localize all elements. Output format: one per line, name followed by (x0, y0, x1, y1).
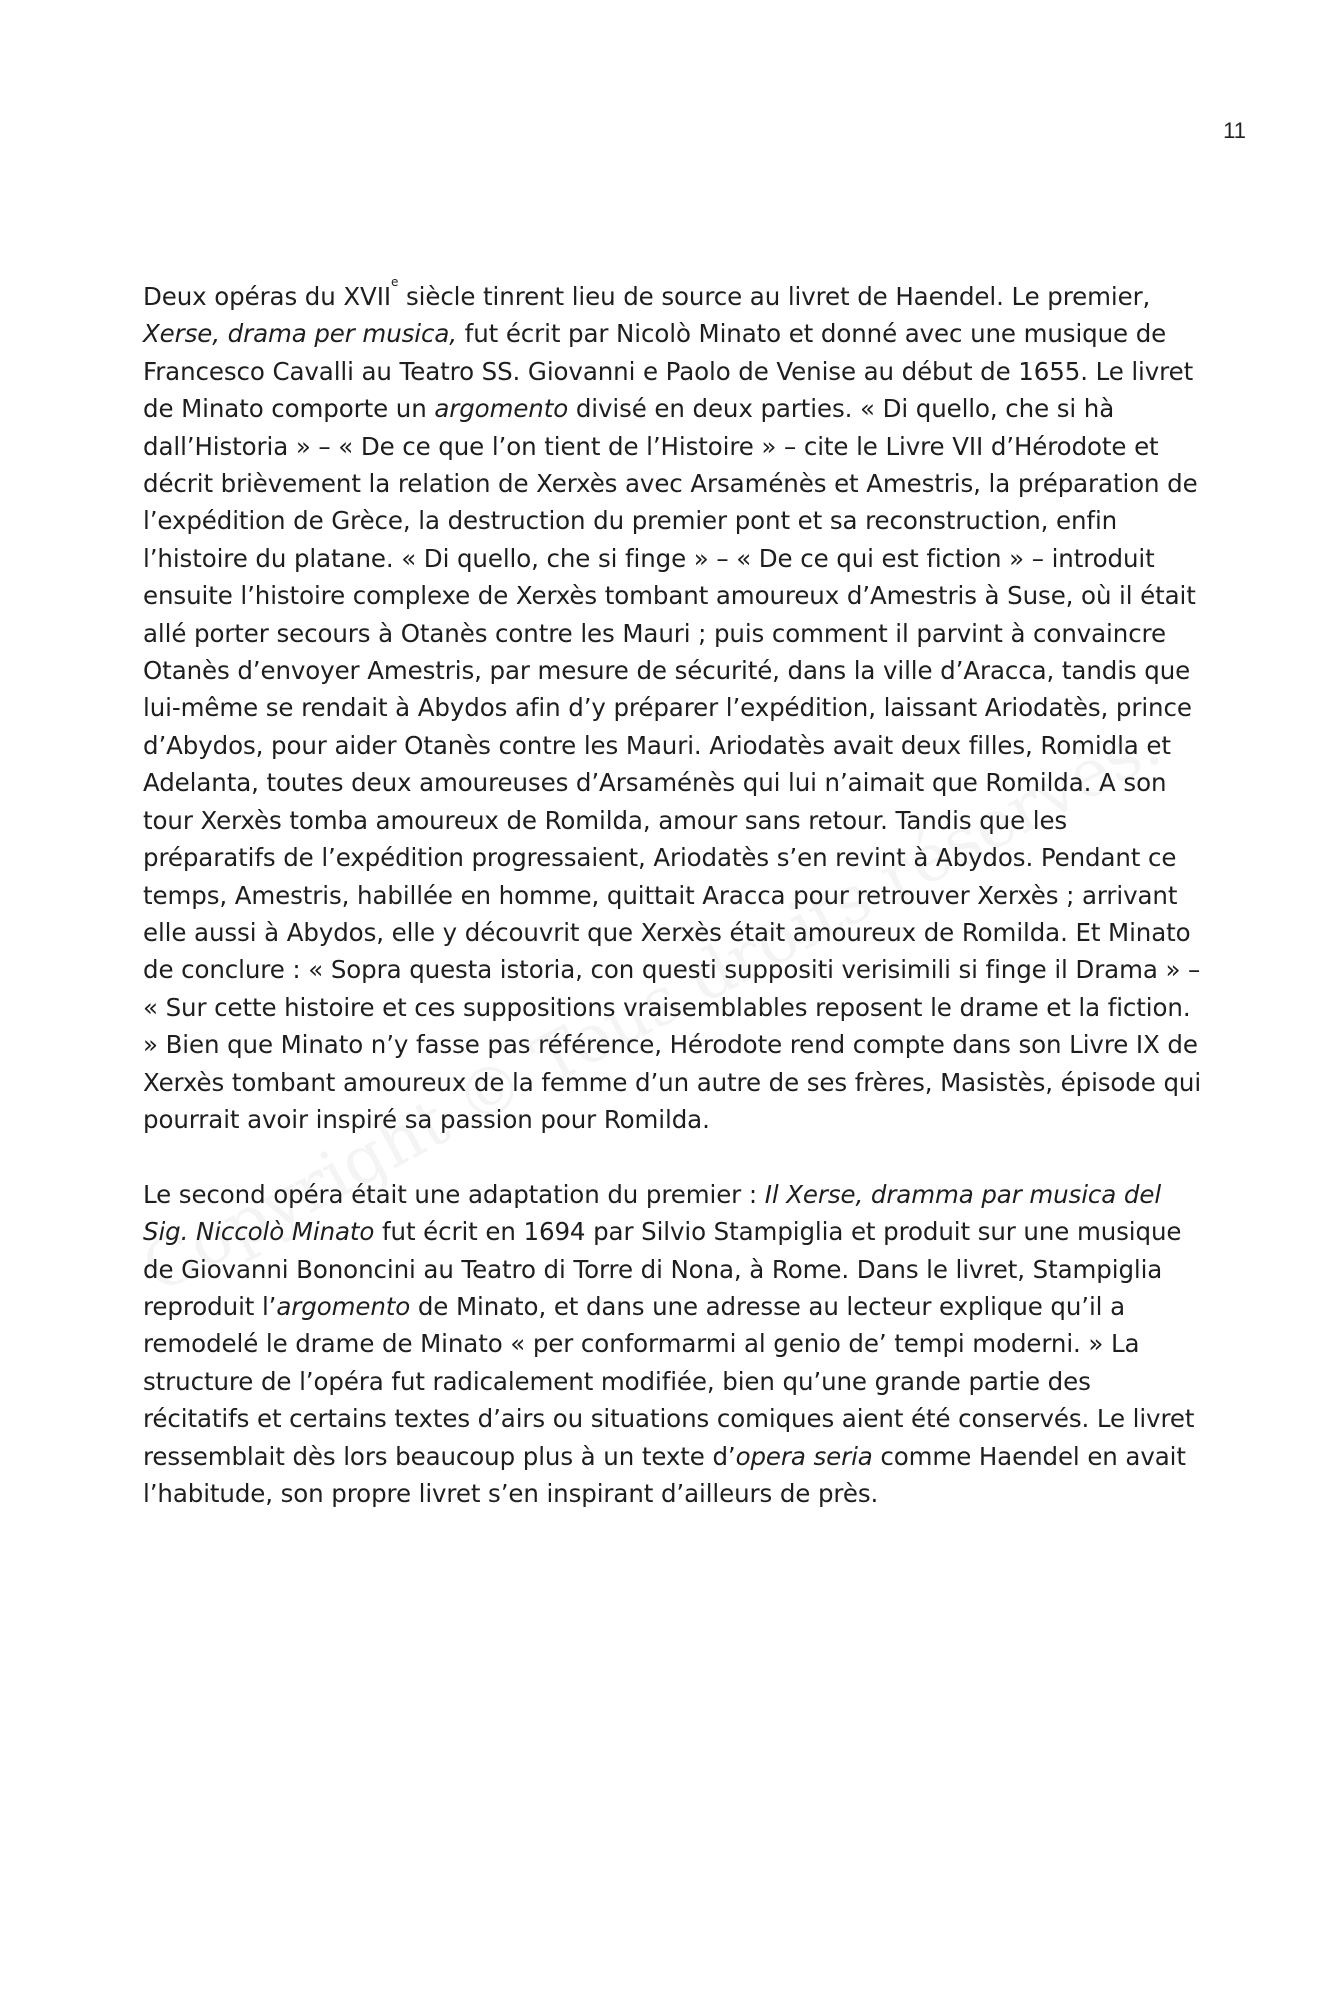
text-segment: de Minato, et dans une adresse au lecteur explique qu’il a remodelé le drame de Minato « per conformarmi al genio de’ tempi moderni. » La structure de l’opéra fut radicalement modifiée, bien qu’une grande partie des récitatifs et certains textes d’airs ou situations comiques aient été conservés. Le livret ressemblait dès lors beaucoup plus à un texte d’ (143, 1291, 1195, 1471)
text-segment: divisé en deux parties. « Di quello, che si hà dall’Historia » – « De ce que l’on tient de l’Histoire » – cite le Livre VII d’Hérodote et décrit brièvement la relation de Xerxès avec Arsaménès et Amestris, la préparation de l’expédition de Grèce, la destruction du premier pont et sa reconstruction, enfin l’histoire du platane. « Di quello, che si finge » – « De ce qui est fiction » – introduit ensuite l’histoire complexe de Xerxès tombant amoureux d’Amestris à Suse, où il était allé porter secours à Otanès contre les Mauri ; puis comment il parvint à convaincre Otanès d’envoyer Amestris, par mesure de sécurité, dans la ville d’Aracca, tandis que lui-même se rendait à Abydos afin d’y préparer l’expédition, laissant Ariodatès, prince d’Abydos, pour aider Otanès contre les Mauri. Ariodatès avait deux filles, Romidla et Adelanta, toutes deux amoureuses d’Arsaménès qui lui n’aimait que Romilda. A son tour Xerxès tomba amoureux de Romilda, amour sans retour. Tandis que les préparatifs de l’expédition progressaient, Ariodatès s’en revint à Abydos. Pendant ce temps, Amestris, habillée en homme, quittait Aracca pour retrouver Xerxès ; arrivant elle aussi à Abydos, elle y découvrit que Xerxès était amoureux de Romilda. Et Minato de conclure : « Sopra questa istoria, con questi suppositi verisimili si finge il Drama » – « Sur cette histoire et ces suppositions vraisemblables reposent le drame et la fiction. » Bien que Minato n’y fasse pas référence, Hérodote rend compte dans son Livre IX de Xerxès tombant amoureux de la femme d’un autre de ses frères, Masistès, épisode qui pourrait avoir inspiré sa passion pour Romilda. (143, 394, 1202, 1134)
superscript: e (390, 275, 399, 289)
text-segment: fut écrit en 1694 par Silvio Stampiglia et produit sur une musique de Giovanni Bononcini au Teatro di Torre di Nona, à Rome. Dans le livret, Stampiglia reproduit l’ (143, 1217, 1182, 1321)
page-number: 11 (1223, 118, 1246, 143)
italic-text: argomento (276, 1291, 411, 1321)
text-segment: siècle tinrent lieu de source au livret de Haendel. Le premier, (398, 282, 1151, 311)
text-segment: Deux opéras du XVII (143, 282, 391, 311)
paragraph-2 (143, 1176, 1203, 1513)
body-text (143, 275, 1203, 1512)
text-segment: Le second opéra était une adaptation du premier : (143, 1179, 765, 1209)
text-segment: comme Haendel en avait l’habitude, son propre livret s’en inspirant d’ailleurs de près. (143, 1441, 1186, 1508)
text-segment: fut écrit par Nicolò Minato et donné avec une musique de Francesco Cavalli au Teatro SS. Giovanni e Paolo de Venise au début de 1655. Le livret de Minato comporte un (143, 319, 1194, 424)
italic-text: Il Xerse, dramma par musica del Sig. Niccolò Minato (143, 1179, 1162, 1247)
paragraph-1 (143, 275, 1203, 1138)
italic-text: argomento (434, 394, 569, 424)
italic-text: opera seria (735, 1441, 873, 1471)
italic-text: Xerse, drama per musica, (143, 319, 457, 349)
